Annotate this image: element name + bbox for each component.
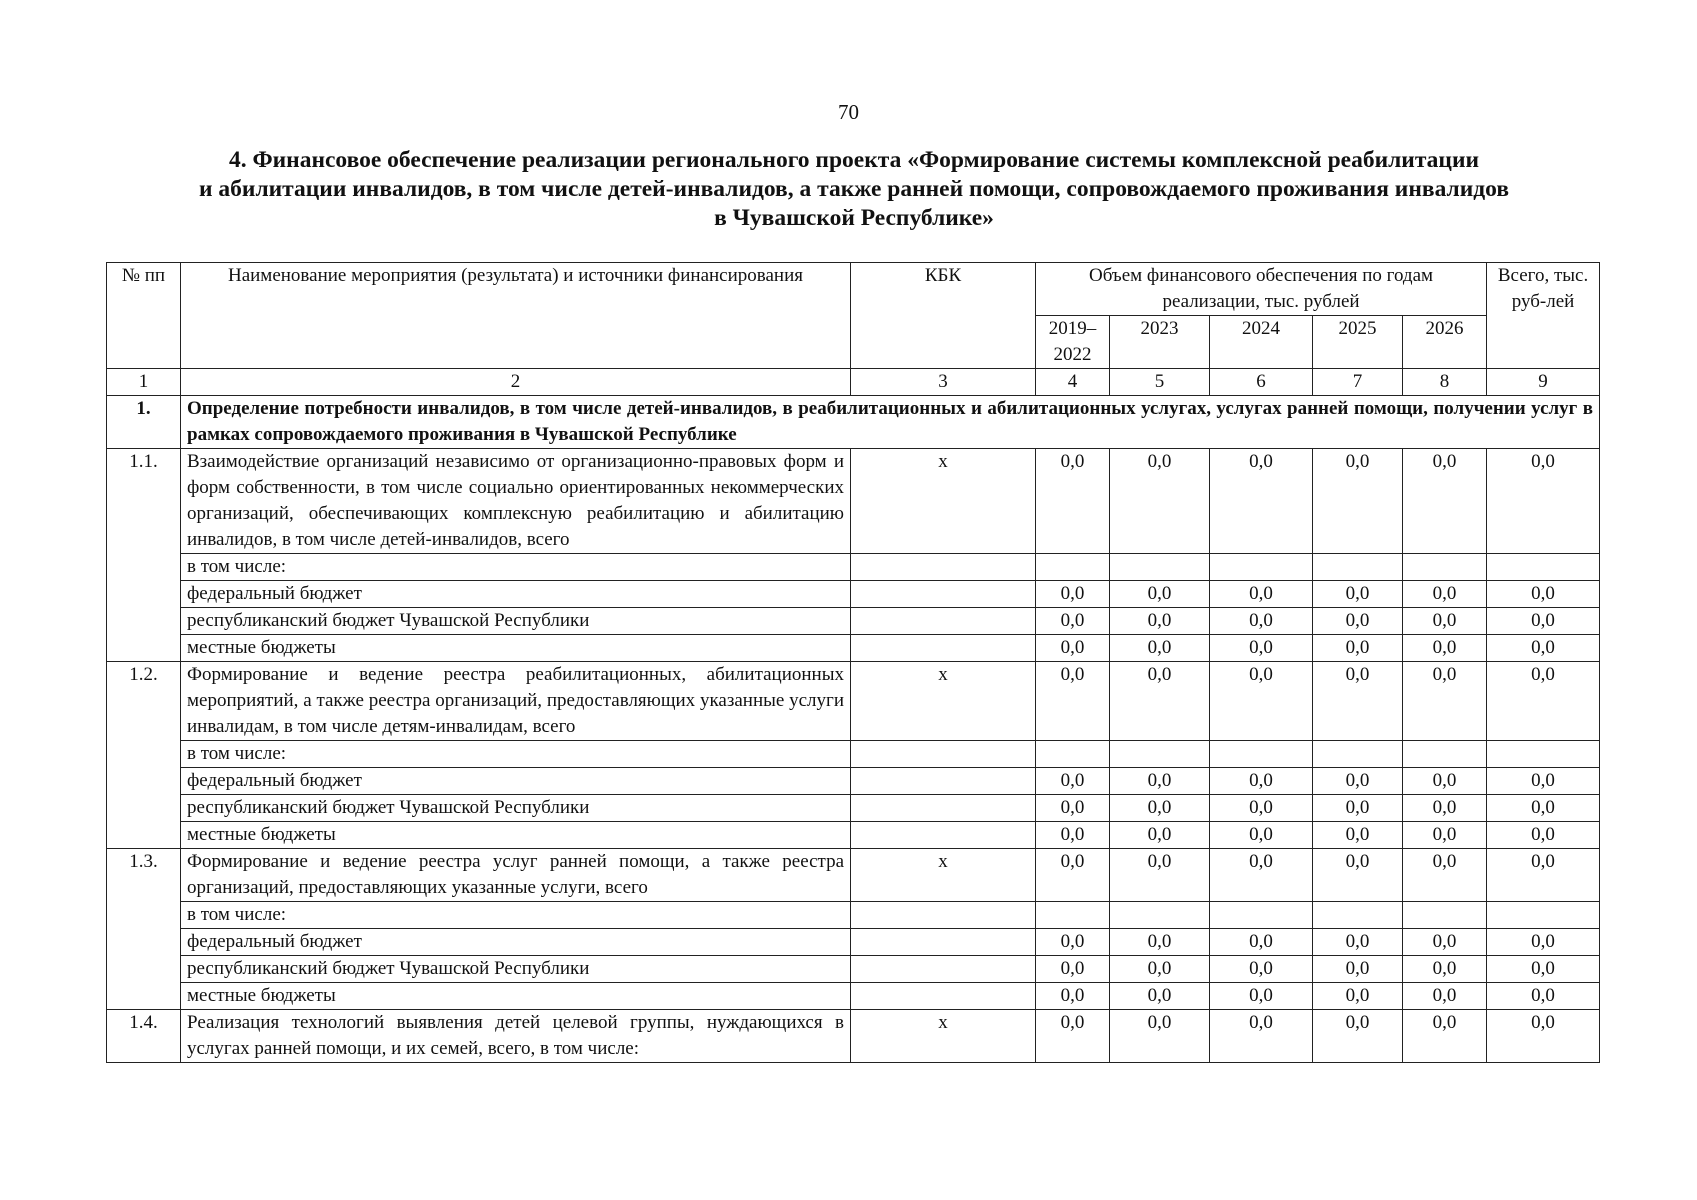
- value-cell: [1313, 902, 1403, 929]
- subrow-kbk: [851, 768, 1036, 795]
- column-numbers-row: [107, 369, 1600, 396]
- value-cell: 0,0: [1313, 449, 1403, 554]
- title-line-2: и абилитации инвалидов, в том числе детей-инвалидов, а также ранней помощи, сопровождаемого проживания инвалидов: [198, 176, 1510, 202]
- col-number: 7: [1313, 369, 1403, 396]
- page-number: 70: [838, 100, 859, 124]
- value-cell: [1313, 741, 1403, 768]
- header-year-2026: 2026: [1403, 316, 1487, 369]
- table-row: [107, 1010, 1600, 1063]
- header-year-2023: 2023: [1110, 316, 1210, 369]
- value-cell: 0,0: [1036, 849, 1110, 902]
- value-cell: [1487, 902, 1600, 929]
- value-cell: 0,0: [1210, 956, 1313, 983]
- header-year-2025: 2025: [1313, 316, 1403, 369]
- subrow-name: в том числе:: [181, 554, 851, 581]
- title-line-3: в Чувашской Республике»: [714, 205, 994, 231]
- value-cell: 0,0: [1403, 929, 1487, 956]
- value-cell: 0,0: [1313, 956, 1403, 983]
- col-number: 1: [107, 369, 181, 396]
- subrow-name: местные бюджеты: [181, 635, 851, 662]
- value-cell: 0,0: [1487, 449, 1600, 554]
- value-cell: 0,0: [1487, 822, 1600, 849]
- value-cell: [1036, 554, 1110, 581]
- value-cell: 0,0: [1487, 956, 1600, 983]
- item-num: 1.4.: [107, 1010, 181, 1063]
- value-cell: 0,0: [1487, 608, 1600, 635]
- subrow-kbk: [851, 635, 1036, 662]
- subrow-kbk: [851, 983, 1036, 1010]
- value-cell: 0,0: [1210, 662, 1313, 741]
- subrow-name: местные бюджеты: [181, 822, 851, 849]
- value-cell: 0,0: [1403, 1010, 1487, 1063]
- value-cell: 0,0: [1403, 608, 1487, 635]
- table-row: [107, 449, 1600, 554]
- value-cell: 0,0: [1036, 1010, 1110, 1063]
- item-name: Реализация технологий выявления детей целевой группы, нуждающихся в услугах ранней помощи, и их семей, всего, в том числе:: [181, 1010, 851, 1063]
- value-cell: 0,0: [1210, 608, 1313, 635]
- header-num: № пп: [107, 263, 181, 369]
- subrow-name: в том числе:: [181, 741, 851, 768]
- subrow-name: республиканский бюджет Чувашской Республики: [181, 795, 851, 822]
- value-cell: 0,0: [1313, 822, 1403, 849]
- value-cell: 0,0: [1403, 662, 1487, 741]
- item-name: Формирование и ведение реестра реабилитационных, абилитационных мероприятий, а также реестра организаций, предоставляющих указанные услуги инвалидам, в том числе детям-инвалидам, всего: [181, 662, 851, 741]
- value-cell: [1036, 741, 1110, 768]
- header-year-2024: 2024: [1210, 316, 1313, 369]
- subrow-kbk: [851, 741, 1036, 768]
- item-kbk: x: [851, 662, 1036, 741]
- value-cell: 0,0: [1487, 635, 1600, 662]
- item-num: 1.3.: [107, 849, 181, 1010]
- value-cell: 0,0: [1487, 581, 1600, 608]
- subrow-name: федеральный бюджет: [181, 581, 851, 608]
- subrow-name: федеральный бюджет: [181, 768, 851, 795]
- table-subrow: [107, 635, 1600, 662]
- title-line-1: 4. Финансовое обеспечение реализации регионального проекта «Формирование системы комплексной реабилитации: [228, 147, 1480, 173]
- table-subrow: [107, 554, 1600, 581]
- value-cell: 0,0: [1313, 635, 1403, 662]
- subrow-kbk: [851, 581, 1036, 608]
- section-num: 1.: [107, 396, 181, 449]
- table-subrow: [107, 741, 1600, 768]
- item-name: Формирование и ведение реестра услуг ранней помощи, а также реестра организаций, предоставляющих указанные услуги, всего: [181, 849, 851, 902]
- value-cell: 0,0: [1313, 983, 1403, 1010]
- value-cell: 0,0: [1036, 449, 1110, 554]
- value-cell: 0,0: [1403, 822, 1487, 849]
- value-cell: [1210, 554, 1313, 581]
- value-cell: 0,0: [1110, 929, 1210, 956]
- value-cell: 0,0: [1210, 449, 1313, 554]
- value-cell: 0,0: [1210, 581, 1313, 608]
- value-cell: 0,0: [1110, 768, 1210, 795]
- value-cell: [1403, 741, 1487, 768]
- value-cell: 0,0: [1036, 581, 1110, 608]
- value-cell: 0,0: [1210, 822, 1313, 849]
- item-num: 1.2.: [107, 662, 181, 849]
- table-subrow: [107, 956, 1600, 983]
- value-cell: [1403, 554, 1487, 581]
- value-cell: 0,0: [1110, 849, 1210, 902]
- item-kbk: x: [851, 849, 1036, 902]
- value-cell: 0,0: [1036, 795, 1110, 822]
- value-cell: 0,0: [1110, 822, 1210, 849]
- value-cell: 0,0: [1110, 608, 1210, 635]
- value-cell: 0,0: [1110, 635, 1210, 662]
- value-cell: 0,0: [1487, 849, 1600, 902]
- section-row: [107, 396, 1600, 449]
- value-cell: 0,0: [1313, 608, 1403, 635]
- table-subrow: [107, 795, 1600, 822]
- value-cell: 0,0: [1210, 795, 1313, 822]
- value-cell: 0,0: [1487, 929, 1600, 956]
- value-cell: 0,0: [1110, 795, 1210, 822]
- section-title: Определение потребности инвалидов, в том числе детей-инвалидов, в реабилитационных и абилитационных услугах, услугах ранней помощи, получении услуг в рамках сопровождаемого проживания в Чувашской Республике: [181, 396, 1600, 449]
- value-cell: 0,0: [1403, 956, 1487, 983]
- value-cell: 0,0: [1110, 1010, 1210, 1063]
- value-cell: 0,0: [1110, 956, 1210, 983]
- col-number: 9: [1487, 369, 1600, 396]
- value-cell: [1110, 554, 1210, 581]
- value-cell: 0,0: [1403, 635, 1487, 662]
- subrow-kbk: [851, 822, 1036, 849]
- value-cell: 0,0: [1210, 635, 1313, 662]
- value-cell: 0,0: [1110, 449, 1210, 554]
- value-cell: [1210, 902, 1313, 929]
- value-cell: 0,0: [1403, 849, 1487, 902]
- value-cell: 0,0: [1313, 795, 1403, 822]
- value-cell: 0,0: [1487, 768, 1600, 795]
- table-subrow: [107, 768, 1600, 795]
- value-cell: [1210, 741, 1313, 768]
- value-cell: 0,0: [1313, 768, 1403, 795]
- value-cell: 0,0: [1313, 849, 1403, 902]
- header-kbk: КБК: [851, 263, 1036, 369]
- value-cell: 0,0: [1036, 768, 1110, 795]
- value-cell: 0,0: [1210, 929, 1313, 956]
- value-cell: 0,0: [1313, 929, 1403, 956]
- value-cell: 0,0: [1403, 581, 1487, 608]
- table-subrow: [107, 929, 1600, 956]
- value-cell: 0,0: [1313, 581, 1403, 608]
- value-cell: [1487, 554, 1600, 581]
- item-kbk: x: [851, 449, 1036, 554]
- value-cell: [1036, 902, 1110, 929]
- item-kbk: x: [851, 1010, 1036, 1063]
- subrow-name: в том числе:: [181, 902, 851, 929]
- item-num: 1.1.: [107, 449, 181, 662]
- value-cell: 0,0: [1036, 929, 1110, 956]
- value-cell: 0,0: [1403, 768, 1487, 795]
- header-volume: Объем финансового обеспечения по годам реализации, тыс. рублей: [1036, 263, 1487, 316]
- value-cell: 0,0: [1036, 956, 1110, 983]
- table-subrow: [107, 581, 1600, 608]
- subrow-kbk: [851, 795, 1036, 822]
- value-cell: 0,0: [1036, 662, 1110, 741]
- value-cell: [1487, 741, 1600, 768]
- subrow-name: республиканский бюджет Чувашской Республики: [181, 956, 851, 983]
- value-cell: [1110, 902, 1210, 929]
- item-name: Взаимодействие организаций независимо от организационно-правовых форм и форм собственности, в том числе социально ориентированных некоммерческих организаций, обеспечивающих комплексную реабилитацию и абилитацию инвалидов, в том числе детей-инвалидов, всего: [181, 449, 851, 554]
- col-number: 3: [851, 369, 1036, 396]
- col-number: 2: [181, 369, 851, 396]
- value-cell: 0,0: [1313, 662, 1403, 741]
- value-cell: 0,0: [1110, 983, 1210, 1010]
- subrow-kbk: [851, 608, 1036, 635]
- value-cell: 0,0: [1403, 449, 1487, 554]
- value-cell: 0,0: [1403, 983, 1487, 1010]
- table-row: [107, 849, 1600, 902]
- table-subrow: [107, 983, 1600, 1010]
- value-cell: 0,0: [1487, 795, 1600, 822]
- value-cell: 0,0: [1210, 849, 1313, 902]
- subrow-name: федеральный бюджет: [181, 929, 851, 956]
- subrow-name: республиканский бюджет Чувашской Республики: [181, 608, 851, 635]
- subrow-kbk: [851, 929, 1036, 956]
- value-cell: 0,0: [1313, 1010, 1403, 1063]
- table-subrow: [107, 822, 1600, 849]
- value-cell: 0,0: [1036, 635, 1110, 662]
- value-cell: 0,0: [1403, 795, 1487, 822]
- table-subrow: [107, 902, 1600, 929]
- col-number: 6: [1210, 369, 1313, 396]
- subrow-kbk: [851, 956, 1036, 983]
- value-cell: [1313, 554, 1403, 581]
- value-cell: 0,0: [1036, 822, 1110, 849]
- header-name: Наименование мероприятия (результата) и источники финансирования: [181, 263, 851, 369]
- value-cell: 0,0: [1036, 608, 1110, 635]
- col-number: 5: [1110, 369, 1210, 396]
- subrow-name: местные бюджеты: [181, 983, 851, 1010]
- table-row: [107, 662, 1600, 741]
- subrow-kbk: [851, 902, 1036, 929]
- value-cell: 0,0: [1210, 768, 1313, 795]
- financing-table: [106, 262, 1600, 1063]
- subrow-kbk: [851, 554, 1036, 581]
- value-cell: [1110, 741, 1210, 768]
- header-year-2019-2022: 2019–2022: [1036, 316, 1110, 369]
- value-cell: 0,0: [1036, 983, 1110, 1010]
- value-cell: 0,0: [1110, 581, 1210, 608]
- col-number: 8: [1403, 369, 1487, 396]
- header-total: Всего, тыс. руб-лей: [1487, 263, 1600, 369]
- value-cell: [1403, 902, 1487, 929]
- value-cell: 0,0: [1210, 1010, 1313, 1063]
- table-subrow: [107, 608, 1600, 635]
- value-cell: 0,0: [1487, 662, 1600, 741]
- document-title: [106, 146, 1602, 233]
- value-cell: 0,0: [1210, 983, 1313, 1010]
- col-number: 4: [1036, 369, 1110, 396]
- value-cell: 0,0: [1110, 662, 1210, 741]
- value-cell: 0,0: [1487, 983, 1600, 1010]
- value-cell: 0,0: [1487, 1010, 1600, 1063]
